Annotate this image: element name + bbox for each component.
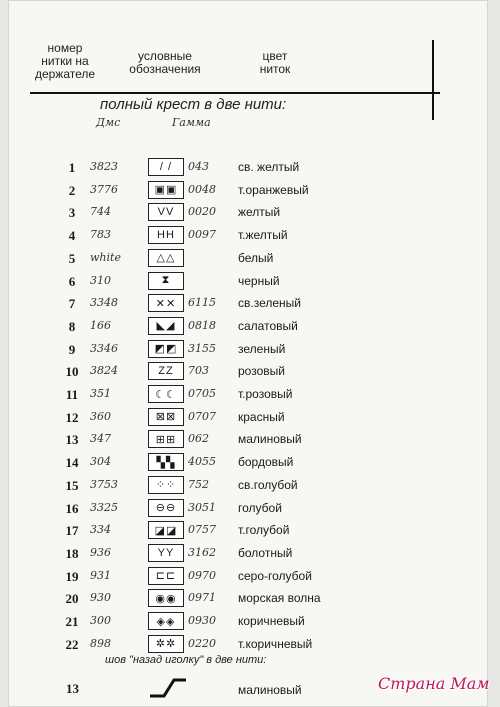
color-name: салатовый	[238, 318, 298, 333]
header-thread-color: цвет ниток	[259, 49, 291, 76]
row-number: 9	[68, 341, 76, 357]
color-name: болотный	[238, 545, 293, 560]
dmc-code: white	[90, 250, 121, 264]
right-margin-line	[432, 40, 434, 120]
dmc-code: 3348	[90, 296, 118, 310]
gamma-code: 752	[188, 477, 209, 491]
row-number: 4	[68, 228, 76, 244]
row-number: 3	[68, 205, 76, 221]
color-name: малиновый	[238, 432, 302, 447]
symbol-icon: △△	[148, 249, 184, 267]
row-number: 16	[65, 500, 79, 516]
symbol-icon: ▣▣	[148, 181, 184, 199]
list-item	[0, 201, 500, 223]
dmc-code: 360	[90, 409, 111, 423]
color-name: т.желтый	[238, 228, 288, 243]
row-number: 17	[65, 523, 79, 539]
gamma-code: 6115	[188, 296, 216, 310]
color-name: красный	[238, 409, 285, 424]
row-number: 12	[65, 409, 79, 425]
gamma-code: 0220	[188, 636, 216, 650]
gamma-code: 703	[188, 364, 209, 378]
list-item	[0, 156, 500, 178]
color-name: т.оранжевый	[238, 182, 309, 197]
symbol-icon: ZZ	[148, 362, 184, 380]
symbol-icon: ◩◩	[148, 340, 184, 358]
gamma-code: 3162	[188, 545, 216, 559]
symbol-icon: ◉◉	[148, 589, 184, 607]
header-symbols: условные обозначения	[129, 49, 201, 76]
dmc-code: 3824	[90, 364, 118, 378]
gamma-code: 043	[188, 160, 209, 173]
symbol-icon: ⊠⊠	[148, 408, 184, 426]
gamma-code: 3155	[188, 341, 216, 355]
list-item	[0, 542, 500, 564]
symbol-icon: ✲✲	[148, 635, 184, 653]
symbol-icon: / /	[148, 158, 184, 176]
dmc-code: 304	[90, 455, 111, 469]
dmc-code: 3325	[90, 500, 118, 514]
symbol-icon: ☾☾	[148, 385, 184, 403]
color-name: св. желтый	[238, 160, 300, 174]
dmc-code: 931	[90, 568, 111, 582]
color-name: св.зеленый	[238, 296, 301, 311]
gamma-code: 0971	[188, 591, 216, 605]
header-divider	[30, 92, 440, 94]
list-item	[0, 247, 500, 269]
list-item	[0, 587, 500, 609]
dmc-code: 310	[90, 273, 111, 287]
gamma-code: 4055	[188, 455, 216, 469]
symbol-icon: ◪◪	[148, 521, 184, 539]
gamma-code: 0048	[188, 182, 216, 196]
row-number: 18	[65, 545, 79, 561]
list-item	[0, 428, 500, 450]
gamma-code: 3051	[188, 500, 216, 514]
dmc-code: 3776	[90, 182, 118, 196]
list-item	[0, 383, 500, 405]
row-number: 14	[65, 455, 79, 471]
color-name: розовый	[238, 364, 285, 379]
color-name: голубой	[238, 500, 282, 515]
dmc-code: 898	[90, 636, 111, 650]
color-name: серо-голубой	[238, 568, 312, 583]
dmc-code: 300	[90, 614, 111, 627]
backstitch-number: 13	[66, 681, 79, 696]
gamma-code: 0097	[188, 228, 216, 242]
row-number: 20	[65, 591, 79, 607]
list-item	[0, 610, 500, 632]
color-name: коричневый	[238, 614, 305, 628]
dmc-code: 930	[90, 591, 111, 605]
list-item	[0, 406, 500, 428]
dmc-code: 334	[90, 523, 111, 537]
color-name: св.голубой	[238, 477, 298, 492]
list-item	[0, 338, 500, 360]
row-number: 22	[65, 636, 79, 652]
list-item	[0, 179, 500, 201]
watermark: Страна Мам	[378, 674, 490, 693]
symbol-icon: ◣◢	[148, 317, 184, 335]
color-name: зеленый	[238, 341, 286, 356]
color-name: черный	[238, 273, 280, 288]
header-thread-number: номер нитки на держателе	[34, 41, 96, 81]
symbol-icon: ⊖⊖	[148, 499, 184, 517]
row-number: 11	[65, 387, 79, 402]
dmc-code: 3823	[90, 160, 118, 173]
list-item	[0, 270, 500, 292]
dmc-code: 3346	[90, 341, 118, 355]
backstitch-color: малиновый	[238, 683, 302, 697]
dmc-code: 166	[90, 318, 111, 332]
color-name: т.коричневый	[238, 636, 313, 651]
gamma-code: 062	[188, 432, 209, 446]
color-name: т.розовый	[238, 387, 293, 401]
gamma-code: 0705	[188, 387, 216, 400]
list-item	[0, 633, 500, 655]
gamma-code: 0707	[188, 409, 216, 423]
symbol-icon: ⊞⊞	[148, 430, 184, 448]
gamma-label: Гамма	[172, 116, 211, 129]
row-number: 10	[65, 364, 79, 380]
row-number: 13	[65, 432, 79, 448]
list-item	[0, 519, 500, 541]
backstitch-line-icon	[148, 676, 188, 698]
dmc-code: 783	[90, 228, 111, 242]
backstitch-title: шов "назад иголку" в две нити:	[105, 654, 267, 666]
row-number: 7	[68, 296, 76, 312]
row-number: 6	[68, 273, 76, 289]
row-number: 5	[68, 250, 76, 266]
list-item	[0, 292, 500, 314]
symbol-icon: ▚▚	[148, 453, 184, 471]
gamma-code: 0757	[188, 523, 216, 537]
row-number: 15	[65, 477, 79, 493]
symbol-icon: ⊏⊏	[148, 567, 184, 585]
color-name: желтый	[238, 205, 281, 220]
color-name: бордовый	[238, 455, 294, 470]
row-number: 8	[68, 318, 76, 334]
dmc-code: 744	[90, 205, 111, 219]
dmc-label: Дмс	[96, 116, 121, 129]
symbol-icon: VV	[148, 203, 184, 221]
symbol-icon: ◈◈	[148, 612, 184, 630]
list-item	[0, 565, 500, 587]
list-item	[0, 224, 500, 246]
table-header	[30, 40, 440, 92]
color-name: т.голубой	[238, 523, 290, 538]
gamma-code: 0818	[188, 318, 216, 332]
gamma-code: 0930	[188, 614, 216, 627]
color-name: морская волна	[238, 591, 321, 606]
row-number: 19	[65, 568, 79, 584]
symbol-icon: ✕✕	[148, 294, 184, 312]
dmc-code: 347	[90, 432, 111, 446]
dmc-code: 3753	[90, 477, 118, 491]
symbol-icon: HH	[148, 226, 184, 244]
row-number: 1	[68, 160, 76, 175]
symbol-icon: ⧗	[148, 272, 184, 290]
dmc-code: 936	[90, 545, 111, 559]
list-item	[0, 474, 500, 496]
row-number: 2	[68, 182, 76, 198]
list-item	[0, 315, 500, 337]
gamma-code: 0020	[188, 205, 216, 219]
section-title: полный крест в две нити:	[100, 96, 287, 113]
symbol-icon: YY	[148, 544, 184, 562]
color-name: белый	[238, 250, 274, 265]
dmc-code: 351	[90, 387, 111, 400]
list-item	[0, 451, 500, 473]
list-item	[0, 360, 500, 382]
row-number: 21	[65, 614, 79, 629]
symbol-icon: ⁘⁘	[148, 476, 184, 494]
gamma-code: 0970	[188, 568, 216, 582]
list-item	[0, 497, 500, 519]
